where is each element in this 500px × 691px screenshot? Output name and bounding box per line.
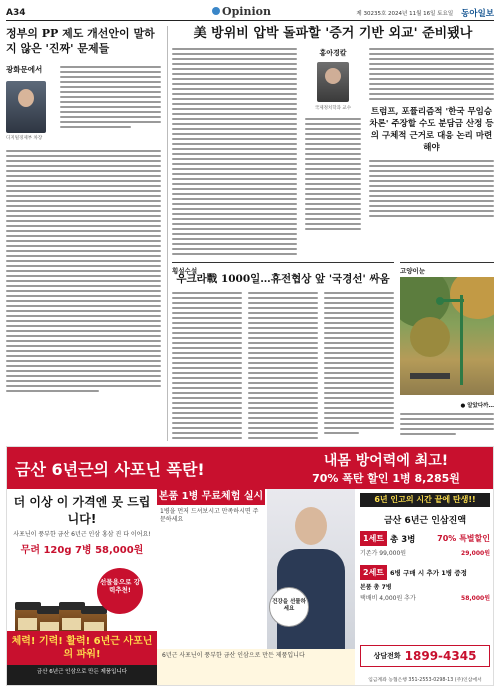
gift-recommend-badge: 선물용으로 강력추천! — [97, 568, 143, 614]
left-body-text-top — [60, 66, 161, 142]
second-body-col-1 — [172, 292, 242, 439]
ad-free-trial-sub: 1병을 먼저 드셔보시고 만족하시면 주문하세요 — [160, 508, 259, 523]
ginseng-advertisement — [6, 446, 494, 686]
main-pull-quote: 트럼프, 포퓰리즘적 '한국 무임승차론' 주장할 수도 분담금 산정 등의 구체적 근거로 대응 논리 마련해야 — [369, 107, 494, 153]
ad-free-trial-head: 본품 1병 무료체험 실시 — [157, 489, 265, 505]
newspaper-brand: 동아일보 — [461, 8, 494, 19]
main-body-col-1 — [172, 48, 297, 255]
photo-section — [400, 262, 494, 442]
page-number: A34 — [6, 7, 26, 18]
left-body-text — [6, 150, 161, 392]
bench-icon — [410, 373, 450, 379]
ad-left-price: 무려 120g 7병 58,000원 — [20, 545, 144, 556]
ad-headline: 금산 6년근의 사포닌 폭탄! — [15, 459, 205, 479]
offer-2-badge: 2세트 — [360, 565, 387, 580]
section-dot-icon — [212, 7, 220, 15]
second-body-col-3 — [324, 292, 394, 439]
photo-section-label: 고양이눈 — [400, 267, 426, 275]
photo-caption: ● 알았다까… — [460, 403, 494, 409]
offer-2-shipping: 택배비 4,000원 추가 — [360, 595, 416, 602]
main-author-photo — [317, 62, 349, 102]
page-masthead — [6, 5, 494, 21]
ad-left-panel — [7, 489, 157, 686]
left-author-name: 광화문에서 — [6, 65, 43, 74]
offer-2-final: 58,000원 — [461, 595, 490, 602]
main-body-col-3 — [369, 48, 494, 255]
ad-left-footer: 금산 6년근 인삼으로 만든 제품입니다 — [7, 665, 157, 686]
ad-right-panel — [355, 489, 494, 686]
offer-row-1 — [360, 531, 490, 546]
main-article — [172, 26, 494, 256]
offer-1-final: 29,000원 — [461, 550, 490, 557]
order-phone-label: 상담전화 — [373, 652, 401, 660]
lamp-post-icon — [460, 295, 463, 385]
main-author-role: 국제정치학과 교수 — [314, 106, 352, 111]
offer-1-text: 총 3병 — [390, 534, 416, 545]
spokesperson-speech: 건강을 선물하세요 — [269, 587, 309, 627]
ad-right-head: 6년 인고의 시간 끝에 탄생!! — [360, 493, 490, 507]
section-title: Opinion — [212, 5, 271, 18]
ad-top-banner — [7, 447, 494, 489]
left-byline — [6, 64, 161, 142]
left-author-photo — [6, 81, 46, 133]
offer-2-total: 본품 총 7병 — [360, 584, 392, 591]
main-author-name: 홍아경칼 — [319, 49, 347, 57]
park-photo — [400, 277, 494, 395]
ad-mid-bottom: 6년근 사포닌이 풍부한 금산 인삼으로 만든 제품입니다 — [157, 649, 355, 686]
ad-left-line2: 사포닌이 풍부한 금산 6년근 인삼 홍삼 진 다 이어요! — [13, 531, 151, 538]
offer-1-original: 기존가 99,000원 — [360, 550, 407, 557]
second-article-headline: 우크라戰 1000일…휴전협상 앞 '국경선' 싸움 — [176, 273, 390, 285]
issue-meta: 제 30235호 2024년 11월 16일 토요일 — [356, 10, 454, 17]
second-article — [172, 262, 394, 442]
ad-left-red-band: 체력! 기력! 활력! 6년근 사포닌의 파워! — [7, 631, 157, 665]
ad-bank-account: 입금계좌 농협은행 351-2553-0298-13 (주)인삼에서 — [368, 678, 482, 683]
spokesperson-photo — [267, 489, 355, 649]
left-column-article — [6, 26, 168, 441]
left-article-title: 정부의 PP 제도 개선안이 말하지 않은 '진짜' 문제들 — [6, 27, 155, 55]
offer-row-2 — [360, 565, 490, 580]
ad-subheadline: 내몸 방어력에 최고! — [323, 453, 449, 469]
offer-2-text: 6병 구매 시 추가 1병 증정 — [390, 569, 467, 577]
left-author-role: 디지털경제부 차장 — [6, 136, 43, 141]
main-article-headline: 美 방위비 압박 돌파할 '증거 기반 외교' 준비됐나 — [193, 26, 473, 41]
main-body-col-2 — [305, 118, 361, 230]
order-phone-number: 1899-4345 — [404, 649, 477, 663]
order-phone — [360, 645, 490, 667]
ad-right-title: 금산 6년근 인삼진액 — [383, 516, 467, 526]
second-article-label: 횡설수설 — [172, 267, 198, 275]
product-jars-image — [13, 566, 151, 640]
offer-1-price: 70% 특별할인 — [437, 534, 490, 543]
offer-1-badge: 1세트 — [360, 531, 387, 546]
ad-left-line1: 더 이상 이 가격엔 못 드립니다! — [13, 495, 151, 526]
ad-mid-panel — [157, 489, 355, 686]
second-body-col-2 — [248, 292, 318, 439]
main-author-box — [305, 48, 361, 255]
photo-description — [400, 413, 494, 435]
ad-discount-line: 70% 폭탄 할인 1병 8,285원 — [312, 472, 460, 485]
